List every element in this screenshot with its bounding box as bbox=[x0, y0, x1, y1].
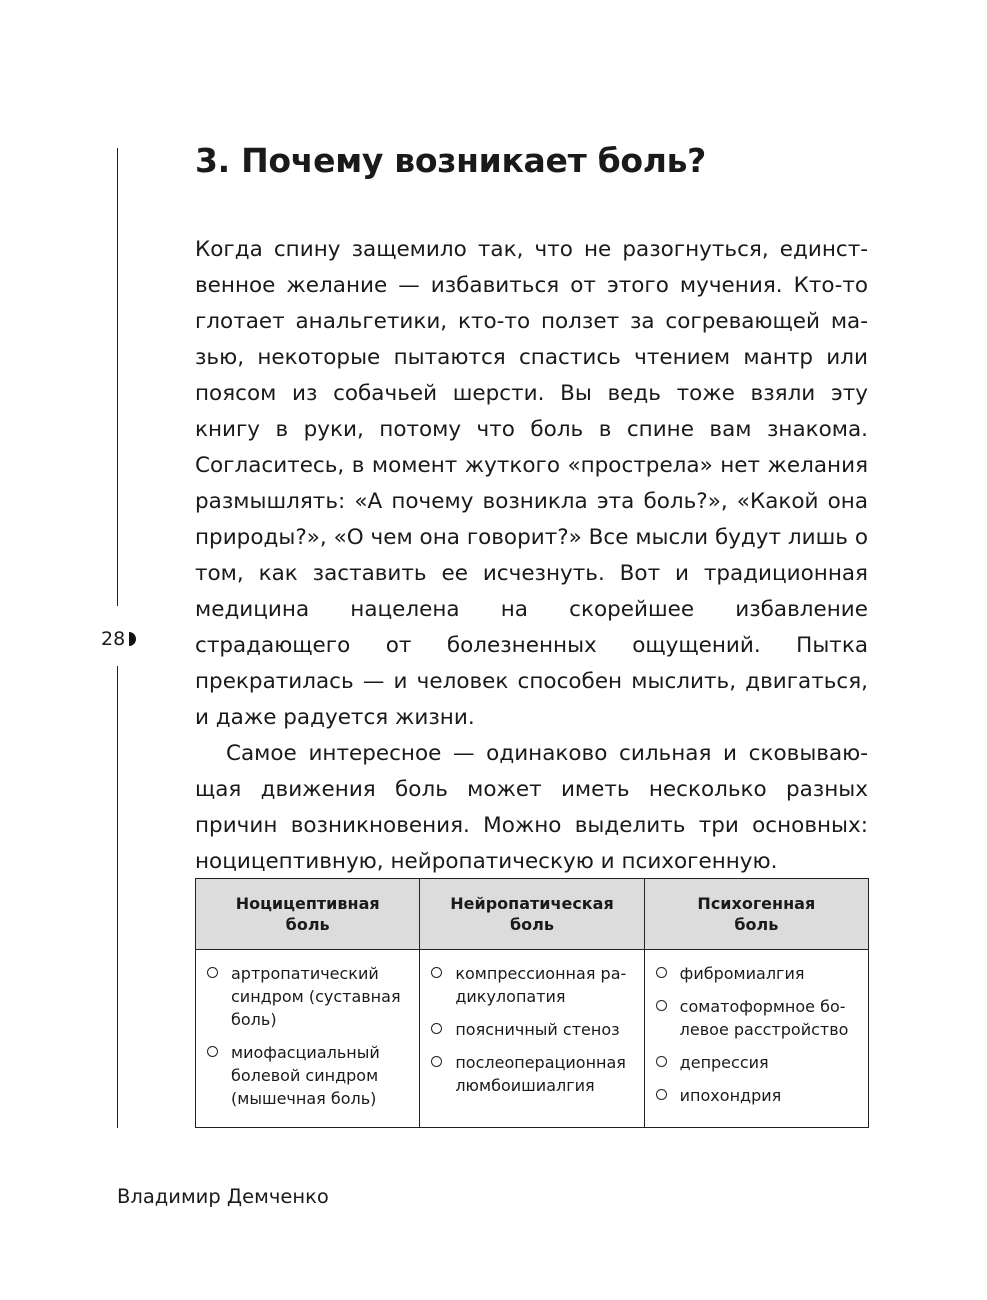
chapter-title: 3. Почему возникает боль? bbox=[195, 141, 706, 180]
circle-bullet-icon bbox=[431, 1056, 442, 1067]
list-item: фибромиалгия bbox=[654, 962, 860, 985]
circle-bullet-icon bbox=[431, 967, 442, 978]
header-psychogenic-line2: боль bbox=[734, 915, 779, 934]
circle-bullet-icon bbox=[656, 967, 667, 978]
list-item: соматоформное болевое расстройство bbox=[654, 995, 860, 1041]
circle-bullet-icon bbox=[207, 1046, 218, 1057]
table-row bbox=[196, 950, 869, 1128]
cell-psychogenic bbox=[644, 950, 868, 1128]
page-number bbox=[101, 626, 136, 652]
page-number-text: 28 bbox=[101, 628, 126, 650]
table-header-row bbox=[196, 879, 869, 950]
header-nociceptive-line2: боль bbox=[285, 915, 330, 934]
pain-types-table bbox=[195, 878, 869, 1128]
list-nociceptive bbox=[205, 962, 411, 1110]
margin-rule-bottom bbox=[117, 666, 118, 1128]
list-item: депрессия bbox=[654, 1051, 860, 1074]
cell-nociceptive bbox=[196, 950, 420, 1128]
list-psychogenic bbox=[654, 962, 860, 1107]
header-neuropathic-line1: Нейропатическая bbox=[450, 894, 614, 913]
paragraph-1: Когда спину защемило так, что не разогнуться, единственное желание — избавиться от этого мучения. Кто-то глотает анальгетики, кто-то ползет за согревающей мазью, некоторые пытаются спастись чтением мантр или поясом из собачьей шерсти. Вы ведь тоже взяли эту книгу в руки, потому что боль в спине вам знакома. Согласитесь, в момент жуткого «прострела» нет желания размышлять: «А почему возникла эта боль?», «Какой она природы?», «О чем она говорит?» Все мысли будут лишь о том, как заставить ее исчезнуть. Вот и традиционная медицина нацелена на скорейшее избавление страдающего от болезненных ощущений. Пытка прекратилась — и человек способен мыслить, двигаться, и даже радуется жизни. bbox=[195, 237, 868, 730]
author-name: Владимир Демченко bbox=[117, 1185, 329, 1208]
list-item: послеоперационная люмбоишиалгия bbox=[429, 1051, 635, 1097]
list-item: миофасциальный болевой синдром (мышечная боль) bbox=[205, 1041, 411, 1110]
circle-bullet-icon bbox=[431, 1023, 442, 1034]
cell-neuropathic bbox=[420, 950, 644, 1128]
circle-bullet-icon bbox=[656, 1089, 667, 1100]
circle-bullet-icon bbox=[656, 1000, 667, 1011]
list-neuropathic bbox=[429, 962, 635, 1097]
header-nociceptive-line1: Ноцицептивная bbox=[235, 894, 380, 913]
list-item: компрессионная радикулопатия bbox=[429, 962, 635, 1008]
body-text bbox=[195, 232, 868, 880]
header-psychogenic-line1: Психогенная bbox=[697, 894, 816, 913]
list-item: поясничный стеноз bbox=[429, 1018, 635, 1041]
half-circle-marker-icon bbox=[129, 632, 136, 646]
list-item: артропатический синдром (суставная боль) bbox=[205, 962, 411, 1031]
paragraph-2: Самое интересное — одинаково сильная и сковывающая движения боль может иметь несколько разных причин возникновения. Можно выделить три основных: ноцицептивную, нейропатическую и психогенную. bbox=[195, 741, 868, 874]
header-nociceptive bbox=[196, 879, 420, 950]
margin-rule-top bbox=[117, 148, 118, 606]
header-psychogenic bbox=[644, 879, 868, 950]
header-neuropathic-line2: боль bbox=[509, 915, 554, 934]
circle-bullet-icon bbox=[207, 967, 218, 978]
list-item: ипохондрия bbox=[654, 1084, 860, 1107]
circle-bullet-icon bbox=[656, 1056, 667, 1067]
header-neuropathic bbox=[420, 879, 644, 950]
